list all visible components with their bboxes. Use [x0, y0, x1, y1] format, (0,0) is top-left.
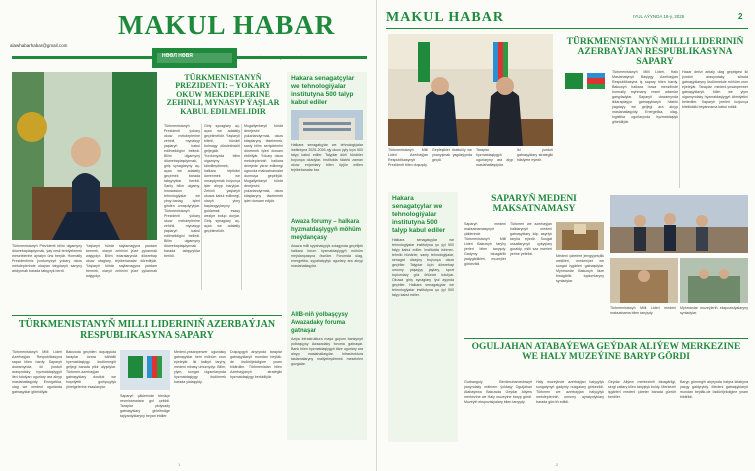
lower-headline: TÜRKMENISTANYŇ MILLI LIDERINIŇ AZERBAÝJAN RESPUBLIKASYNA SAPARY: [18, 319, 276, 341]
right-column-1: Türkmenistanyň Milli Lideri, Halk Maslahatynyň Başlygy Azerbaýjan Respublikasyna iş sapary bilen bardy. Bakuwyň halkara howa menzilinde hormatly myhmany resmi adamlar garşyladylar. Saparyň dowamynda ikitaraplaýyn gatnaşyklaryň häzirki ýagdaýy we geljegi ara alnyp maslahatlaşyldy. Energetika, ulag-logistika ugurlarynda hyzmatdaşlyk giňeldilýär.: [612, 70, 678, 124]
lower-column-5: Duşuşygyň ahyrynda taraplar gatnaşyklaryň mundan beýläk-de ösdüriljekdigine ynam bildirdiler. Türkmenistan bilen Azerbaýjanyň strategiki hyzmatdaşlygy berkidilýär.: [230, 350, 282, 379]
newspaper-page-1: [0, 0, 377, 471]
masthead-title: MAKUL HABAR: [118, 10, 336, 40]
right-column-2: Hazar deňzi arkaly ulag geçelgesi iki ýurduň arasyndaky söwda gatnaşyklaryny ösdürmekde möhüm orun eýeleýär. Taraplar medeni-ynsanperwer gatnaşyklaryň, bilim we ylym ulgamyndaky hyzmatdaşlygyň ähmiýetini bellediler. Saparyň jemleri boýunça bilelikdäki beýannama kabul edildi.: [682, 70, 748, 109]
right-main-headline: TÜRKMENISTANYŇ MILLI LIDERINIŇ AZERBAÝJAN RESPUBLIKASYNA SAPARY: [566, 37, 744, 67]
culture-photo-4: [680, 258, 748, 303]
flag-pair-graphic: [563, 70, 608, 92]
bottom-column-2: Haly muzeýinde azerbaýjan halyçylyk sungatynyň gadymy nusgalary görkezildi. Türkmen we azerbaýjan halyçylyk mekdepleriniň umumy aýratynlyklary barada gürrüň edildi.: [536, 380, 604, 404]
sidebar-section-awaza: Awaza forumy – halkara hyzmatdaşlygyň möhüm meýdançasy: [291, 219, 362, 241]
culture-caption-2: Myhmanlar muzeýleriň ekspozisiýalaryny synladylar.: [680, 306, 748, 315]
caption-text-2: Ýaşlaryň hünär saýlamagyna ýardam bermek, olaryň zehinini ýüze çykarmak wajypdyr. Bilim edaralarynda döwrebap okuw otaglary, tejribehanalar döredilýär. Ýaşlaryň hünär saýlamagyna ýardam bermek, olaryň zehinini ýüze çykarmak wajypdyr.: [86, 244, 157, 278]
lower-column-3: Saparyň çäklerinde birnäçe resminamalara gol çekildi. Taraplar ykdysady gatnaşyklary giňeltmäge taýýardyklaryny beýan etdiler.: [120, 394, 170, 418]
bottom-column-3: Geýdar Aliýew merkeziniň binagärligi, sergi zallary bilen tanyşlyk boldy. Merkeziň işgärleri medeni çäreler barada gürrüň berdiler.: [608, 380, 676, 399]
page-number-bottom: 2: [556, 462, 559, 467]
middle-column-2: Türkmen we azerbaýjan halklarynyň medeni gatnaşyklary köp asyrlyk taryha eýedir. Sungat ussatlarynyň çykyşlary guraldy, milli saz eserleri ýerine ýetirildi.: [510, 222, 552, 256]
president-portrait-photo: [12, 72, 157, 240]
photo-caption-1: Türkmenistanyň Milli Lideri Azerbaýjan Respublikasynyň Prezidenti bilen duşuşdy.: [388, 148, 428, 167]
sidebar-headline: Hakara senagatçylar we tehnologiýalar institutyna 500 talyp kabul ediler: [291, 75, 355, 106]
article-column-2: Giriş synaglary aç-açan we adalatly geçirilmelidir. Ýaşlaryň bilimli, hünärli bolmagy döwletimiziň geljegidir. Ýurdumyzda bilim ulgamyny kämilleşdirmek, halkara tejribäni öwrenmek we ornaşdyrmak boýunça işler alnyp barylýar. Zehinli ýaşlaryň okuwa kabul edilmegi, olaryň ylmy başlangyçlaryny goldamak esasy wezipe bolup durýar. Giriş synaglary aç-açan we adalatly geçirilmelidir.: [204, 124, 240, 233]
photo-caption-2: Gepleşikler dostlukly we ynanyşmak ýagdaýynda geçdi.: [432, 148, 472, 162]
tag-label: НӨӨЛ НӨВЯ: [162, 53, 193, 59]
page-number-top: 2: [738, 12, 743, 21]
lower-column-1: Türkmenistanyň Milli Lideri Azerbaýjan Respublikasyna sapar bilen bardy. Saparyň dowamynda iki ýurduň arasyndaky hyzmatdaşlygyň ileri tutulýan ugurlary ara alnyp maslahatlaşyldy. Energetika, ulag we medeni ugurlarda gatnaşyklar giňeldilýär.: [12, 350, 62, 394]
middle-column-3: Medeni çärelere jemgyýetçilik wekilleri, medeniýet we sungat işgärleri gatnaşdylar. Myhmanlar Bakuwyň täze binagärlik toplumlaryny synladylar.: [556, 254, 604, 283]
lower-column-4: Medeni-ynsanperwer ugurdaky gatnaşyklar hem möhüm orun eýeleýär. Iki halkyň taryhy, medeni mirasy umumydyr. Bilim, ylym, sungat ulgamlarynda hyzmatdaşlygy ösdürmek barada ylalaşyldy.: [174, 350, 226, 384]
flags-photo: [120, 350, 170, 390]
page-number: 1: [178, 462, 181, 467]
middle-headline: SAPARYŇ MEDENI MAKSATNAMASY: [491, 194, 577, 214]
bottom-headline: OGULJAHAN ATABAÝEWA GEÝDAR ALIÝEW MERKEZINE WE HALY MUZEÝINE BARYP GÖRDI: [471, 342, 741, 362]
leaders-meeting-photo: [388, 34, 553, 146]
lower-column-2: Bakuwda geçirilen duşuşykda taraplar özara bähbitli hyzmatdaşlygy ösdürmegiň geljegi barada pikir alyşdylar. Türkmen-azerbaýjan gatnaşyklary dostluk we hoşniýetli goňşuçylyk ýörelgelerine esaslanýar.: [66, 350, 116, 389]
photo-caption-4: Iki ýurduň gatnaşyklary strategiki häsiýete eýedir.: [517, 148, 553, 162]
institute-photo: [291, 110, 363, 140]
middle-column-1: Saparyň medeni maksatnamasynyň çäklerinde Türkmenistanyň Milli Lideri Bakuwyň taryhy ýerleri bilen tanyşdy. Gadymy binagärlik ýadygärlikleri, muzeýler görkezildi.: [464, 222, 506, 266]
issue-date: IYUL AÝYNDA 18-y, 2025 WEÝB: [247, 55, 306, 60]
caption-text-1: Türkmenistanyň Prezidenti bilim ulgamyny döwrebaplaşdyrmak, ýaş nesli terbiýelemek meselelerine aýratyn üns berýär. Hormatly Prezidentimiz ýurdumyzyň ýokary okuw mekdeplerinde okaýan talyplaryň sanyny artdyrmak barada tabşyryk berdi.: [12, 244, 82, 273]
bottom-column-4: Baryp görmegiň ahyrynda hatyra kitabyna ýazgy galdyryldy. Medeni gatnaşyklaryň mundan beýläk-de ösdüriljekdigine ynam bildirildi.: [680, 380, 748, 399]
culture-photo-2: [610, 195, 748, 253]
issue-date-right: IYUL AÝYNDA 18-y, 2025: [633, 14, 685, 19]
masthead-title-small: MAKUL HABAR: [386, 10, 504, 25]
photo-caption-3: Taraplar hyzmatdaşlygyň ugurlaryny ara alyp maslahatlaşdylar.: [476, 148, 513, 167]
right-sidebar: Hakara senagatçylar we tehnologiýalar institutyna 500 talyp kabul ediler Halkara senagatçylar we tehnologiýalar institutyna şu ýyl 500 talyp kabul ediler. Institutda inžener-tehniki hünärler, sanly tehnologiýalar, senagat dizaýny boýunça okuw geçiriler. Talyplar üçin döwrebap umumy ýaşaýyş jaýlary, sport toplumlary göz öňünde tutulýar. Okuwa giriş synaglary iýul aýynda geçiriler. Halkara senagatçylar we tehnologiýalar institutyna şu ýyl 500 talyp kabul ediler.: [388, 192, 458, 442]
newspaper-page-2: [378, 0, 755, 471]
right-sidebar-headline: Hakara senagatçylar we tehnologiýalar institutyna 500 talyp kabul ediler: [392, 195, 446, 234]
news-sidebar: Hakara senagatçylar we tehnologiýalar institutyna 500 talyp kabul ediler Halkara senagatçylar we tehnologiýalar institutyna 2025-2026-njy okuw ýyly üçin 500 talyp kabul ediler. Talyplar dürli hünärler boýunça okadylar. Institutda häzirki zaman okuw enjamlary bilen üpjün edilen tejribehanalar bar. Awaza forumy – halkara hyzmatdaşlygyň möhüm meýdançasy Awaza milli syýahatçylyk zolagynda geçiriljek halkara forum hyzmatdaşlygyň möhüm meýdançasyna öwrüler. Forumda ulag, energetika, syýahatçylyk ugurlary ara alnyp maslahatlaşylar. AIIB-niň ýolbaşçysy Awazadaky foruma gatnaşar Aziýa infrastruktura maýa goýum bankynyň ýolbaşçysy Awazadaky foruma gatnaşar. Bank bilen hyzmatdaşlygyň täze ugurlary ara alnyp maslahatlaşylar. Infrastruktura taslamalaryny maliýeleşdirmek meseleleri gozgalar.: [287, 72, 367, 440]
culture-photo-1: [556, 222, 604, 250]
email-text: alawhabarhabar@gmail.com: [10, 43, 68, 48]
article-column-1: Türkmenistanyň Prezidenti ýokary okuw mekdeplerine zehinli, mynasyp ýaşlaryň kabul edilmelidigini belledi. Bilim ulgamyny döwrebaplaşdyrmak, giriş synaglaryny aç-açan we adalatly geçirmek barada tabşyryklar berildi. Sanly bilim ulgamy, innowasion tehnologiýalar we ylmy-barlag işleri giňden ornaşdyrylýar. Türkmenistanyň Prezidenti ýokary okuw mekdeplerine zehinli, mynasyp ýaşlaryň kabul edilmelidigini belledi. Bilim ulgamyny döwrebaplaşdyrmak barada tabşyryklar berildi.: [164, 124, 200, 258]
main-headline: TÜRKMENISTANYŇ PREZIDENTI: – YOKARY OKUW MEKDEPLERINE ZEHINLI, MYNASYP ÝAŞLAR KABUL EDILMELIDIR: [166, 73, 280, 116]
culture-photo-3: [610, 258, 678, 303]
article-column-3: Mugallymlaryň hünär derejesini ýokarlandyrmak, okuw kitaplaryny täzelemek, sanly bilim serişdelerini döretmek işleri dowam etdirilýär. Ýokary okuw mekdepleriniň halkara derejede ykrar edilmegi ugrunda maksatnamalar durmuşa geçirilýär. Mugallymlaryň hünär derejesini ýokarlandyrmak, okuw kitaplaryny täzelemek işleri dowam edýär.: [244, 124, 283, 203]
bottom-column-1: Gurbanguly Berdimuhamedowyň ýanyndaky mährem ýoldaşy Oguljahan Atabaýewa Bakuwda Geýdar Aliýew merkezine we Haly muzeýine baryp gördi. Muzeýiň ekspozisiýalary bilen tanyşdy.: [464, 380, 532, 404]
sidebar-section-aiib: AIIB-niň ýolbaşçysy Awazadaky foruma gatnaşar: [291, 312, 349, 334]
culture-caption-1: Türkmenistanyň Milli Lideri medeni maksatnama bilen tanyşdy.: [610, 306, 676, 315]
